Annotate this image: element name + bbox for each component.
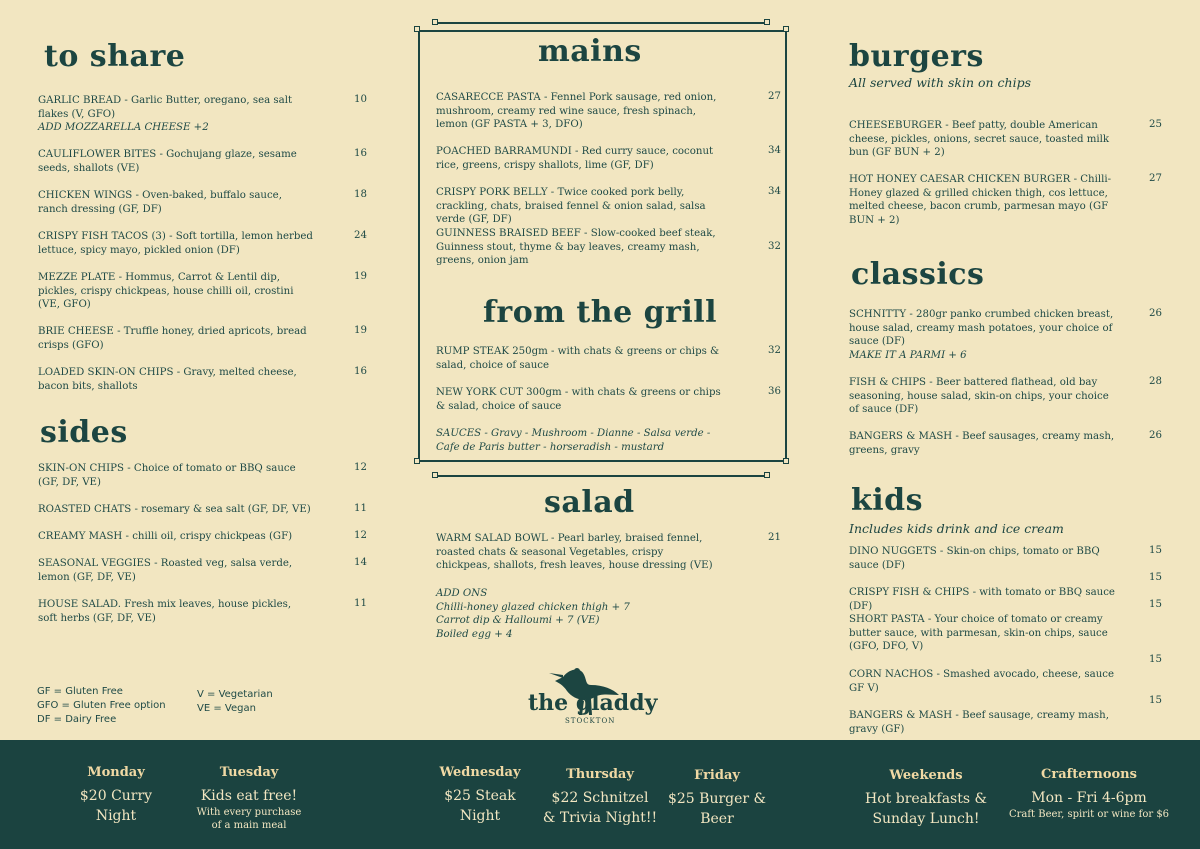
- menu-item: HOT HONEY CAESAR CHICKEN BURGER - Chilli-Honey glazed & grilled chicken thigh, cos lettuce, melted cheese, bacon crumb, parmesan mayo (GF BUN + 2): [849, 174, 1112, 226]
- item-price: 14: [354, 557, 367, 568]
- menu-item: CREAMY MASH - chilli oil, crispy chickpeas (GF): [38, 531, 293, 542]
- item-price: 28: [1149, 376, 1162, 387]
- item-price: 19: [354, 271, 367, 282]
- item-price: 12: [354, 462, 367, 473]
- menu-item: CASARECCE PASTA - Fennel Pork sausage, red onion, mushroom, creamy red wine sauce, fresh spinach, lemon (GF PASTA + 3, DFO): [436, 92, 717, 131]
- special-friday: Friday $25 Burger & Beer: [667, 768, 767, 827]
- frame-corner: [414, 26, 420, 32]
- frame-corner: [764, 19, 770, 25]
- item-price: 15: [1149, 545, 1162, 556]
- section-subtitle-kids: Includes kids drink and ice cream: [849, 521, 1064, 536]
- item-price: 27: [768, 91, 781, 102]
- menu-item: MEZZE PLATE - Hommus, Carrot & Lentil dip, pickles, crispy chickpeas, house chilli oil, crostini (VE, GFO): [38, 272, 294, 311]
- menu-item: CHEESEBURGER - Beef patty, double American cheese, pickles, onions, secret sauce, toasted milk bun (GF BUN + 2): [849, 120, 1110, 159]
- section-title-salad: salad: [544, 485, 635, 520]
- addons-list: ADD ONS Chilli-honey glazed chicken thigh + 7 Carrot dip & Halloumi + 7 (VE) Boiled egg + 4: [436, 588, 630, 640]
- section-title-classics: classics: [851, 257, 985, 292]
- frame-corner: [783, 26, 789, 32]
- legend-v: V = Vegetarian: [197, 689, 273, 700]
- menu-item: ROASTED CHATS - rosemary & sea salt (GF, DF, VE): [38, 504, 311, 515]
- menu-item: WARM SALAD BOWL - Pearl barley, braised fennel, roasted chats & seasonal Vegetables, crispy chickpeas, shallots, fresh leaves, house dressing (VE): [436, 533, 713, 572]
- menu-item: DINO NUGGETS - Skin-on chips, tomato or BBQ sauce (DF): [849, 546, 1100, 571]
- special-wednesday: Wednesday $25 Steak Night: [439, 765, 521, 824]
- item-price: 16: [354, 366, 367, 377]
- menu-item: BANGERS & MASH - Beef sausage, creamy mash, gravy (GF): [849, 710, 1109, 735]
- item-price: 11: [354, 598, 367, 609]
- special-weekends: Weekends Hot breakfasts & Sunday Lunch!: [865, 768, 987, 827]
- menu-item: CRISPY FISH & CHIPS - with tomato or BBQ sauce (DF): [849, 587, 1115, 612]
- special-tuesday: Tuesday Kids eat free! With every purchase of a main meal: [196, 765, 302, 831]
- item-price: 15: [1149, 695, 1162, 706]
- menu-item: POACHED BARRAMUNDI - Red curry sauce, coconut rice, greens, crispy shallots, lime (GF, DF): [436, 146, 714, 171]
- menu-item: SKIN-ON CHIPS - Choice of tomato or BBQ sauce (GF, DF, VE): [38, 463, 296, 488]
- frame-corner: [783, 458, 789, 464]
- logo-location: STOCKTON: [565, 717, 616, 725]
- item-price: 12: [354, 530, 367, 541]
- special-monday: Monday $20 Curry Night: [79, 765, 153, 824]
- section-title-grill: from the grill: [483, 295, 718, 330]
- menu-item: SCHNITTY - 280gr panko crumbed chicken breast, house salad, creamy mash potatoes, your choice of sauce (DF) MAKE IT A PARMI + 6: [849, 309, 1114, 361]
- legend-gf: GF = Gluten Free: [37, 686, 123, 697]
- menu-item: NEW YORK CUT 300gm - with chats & greens or chips & salad, choice of sauce: [436, 387, 721, 412]
- frame-rule-bottom: [438, 475, 766, 477]
- menu-item: CRISPY FISH TACOS (3) - Soft tortilla, lemon herbed lettuce, spicy mayo, pickled onion (DF): [38, 231, 313, 256]
- item-price: 15: [1149, 654, 1162, 665]
- menu-item: GARLIC BREAD - Garlic Butter, oregano, sea salt flakes (V, GFO) ADD MOZZARELLA CHEESE +2: [38, 95, 293, 134]
- menu-item: CRISPY PORK BELLY - Twice cooked pork belly, crackling, chats, braised fennel & onion salad, salsa verde (GF, DF): [436, 187, 706, 226]
- menu-item: LOADED SKIN-ON CHIPS - Gravy, melted cheese, bacon bits, shallots: [38, 367, 297, 392]
- item-price: 25: [1149, 119, 1162, 130]
- sauces-note: SAUCES - Gravy - Mushroom - Dianne - Salsa verde - Cafe de Paris butter - horseradish - mustard: [436, 428, 711, 453]
- item-price: 26: [1149, 308, 1162, 319]
- menu-item: HOUSE SALAD. Fresh mix leaves, house pickles, soft herbs (GF, DF, VE): [38, 599, 292, 624]
- menu-item: SHORT PASTA - Your choice of tomato or creamy butter sauce, with parmesan, skin-on chips, sauce (GFO, DFO, V): [849, 614, 1108, 653]
- item-price: 18: [354, 189, 367, 200]
- item-price: 32: [768, 345, 781, 356]
- menu-item: GUINNESS BRAISED BEEF - Slow-cooked beef steak, Guinness stout, thyme & bay leaves, creamy mash, greens, onion jam: [436, 228, 716, 267]
- menu-item: CORN NACHOS - Smashed avocado, cheese, sauce GF V): [849, 669, 1114, 694]
- item-price: 34: [768, 186, 781, 197]
- item-price: 32: [768, 241, 781, 252]
- special-thursday: Thursday $22 Schnitzel & Trivia Night!!: [542, 767, 658, 826]
- frame-corner: [414, 458, 420, 464]
- legend-df: DF = Dairy Free: [37, 714, 117, 725]
- legend-ve: VE = Vegan: [197, 703, 256, 714]
- menu-item: BRIE CHEESE - Truffle honey, dried apricots, bread crisps (GFO): [38, 326, 307, 351]
- logo-wordmark: the gladdy: [528, 690, 658, 716]
- menu-item: FISH & CHIPS - Beer battered flathead, old bay seasoning, house salad, skin-on chips, your choice of sauce (DF): [849, 377, 1109, 416]
- menu-item: CHICKEN WINGS - Oven-baked, buffalo sauce, ranch dressing (GF, DF): [38, 190, 282, 215]
- section-title-mains: mains: [538, 34, 642, 69]
- legend-gfo: GFO = Gluten Free option: [37, 700, 166, 711]
- item-price: 15: [1149, 599, 1162, 610]
- frame-corner: [764, 472, 770, 478]
- item-price: 21: [768, 532, 781, 543]
- item-price: 11: [354, 503, 367, 514]
- frame-corner: [432, 472, 438, 478]
- item-price: 15: [1149, 572, 1162, 583]
- frame-corner: [432, 19, 438, 25]
- menu-item: BANGERS & MASH - Beef sausages, creamy mash, greens, gravy: [849, 431, 1115, 456]
- section-title-burgers: burgers: [849, 39, 984, 74]
- section-title-to-share: to share: [44, 39, 186, 74]
- item-price: 19: [354, 325, 367, 336]
- specials-footer: [0, 740, 1200, 849]
- menu-item: CAULIFLOWER BITES - Gochujang glaze, sesame seeds, shallots (VE): [38, 149, 297, 174]
- item-price: 26: [1149, 430, 1162, 441]
- item-price: 36: [768, 386, 781, 397]
- item-price: 27: [1149, 173, 1162, 184]
- menu-item: SEASONAL VEGGIES - Roasted veg, salsa verde, lemon (GF, DF, VE): [38, 558, 293, 583]
- item-price: 10: [354, 94, 367, 105]
- special-crafternoons: Crafternoons Mon - Fri 4-6pm Craft Beer, spirit or wine for $6: [1008, 767, 1170, 820]
- item-price: 24: [354, 230, 367, 241]
- menu-item: RUMP STEAK 250gm - with chats & greens or chips & salad, choice of sauce: [436, 346, 720, 371]
- item-price: 16: [354, 148, 367, 159]
- section-subtitle-burgers: All served with skin on chips: [849, 75, 1031, 90]
- item-price: 34: [768, 145, 781, 156]
- frame-rule-top: [438, 22, 766, 24]
- section-title-kids: kids: [851, 483, 924, 518]
- section-title-sides: sides: [40, 415, 128, 450]
